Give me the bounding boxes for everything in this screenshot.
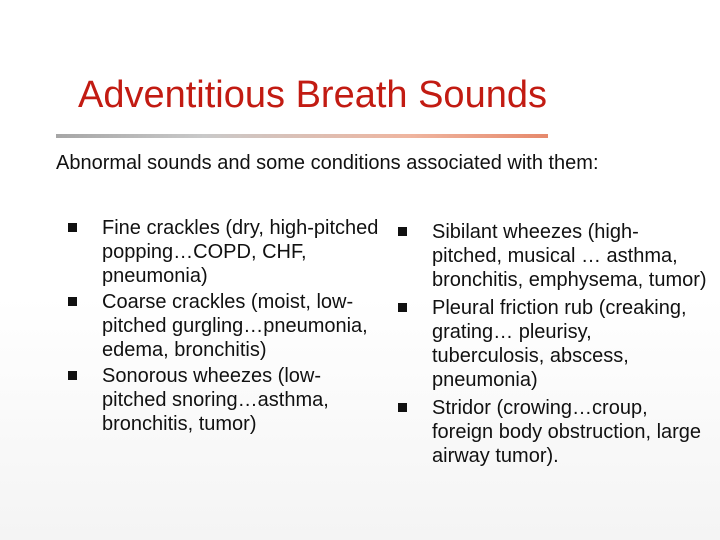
list-item-text: Fine crackles (dry, high-pitched popping…COPD, CHF, pneumonia) <box>102 217 379 287</box>
list-item-text: Coarse crackles (moist, low-pitched gurgling…pneumonia, edema, bronchitis) <box>102 291 368 361</box>
list-item <box>394 220 708 292</box>
title-underline <box>56 134 548 138</box>
square-bullet-icon <box>398 227 407 236</box>
slide-title: Adventitious Breath Sounds <box>78 74 547 116</box>
square-bullet-icon <box>68 297 77 306</box>
list-item-text: Sibilant wheezes (high-pitched, musical … asthma, bronchitis, emphysema, tumor) <box>432 221 707 291</box>
square-bullet-icon <box>68 223 77 232</box>
square-bullet-icon <box>398 303 407 312</box>
list-item <box>394 396 708 468</box>
list-item <box>64 364 384 436</box>
list-item <box>64 290 384 362</box>
list-item-text: Pleural friction rub (creaking, grating… pleurisy, tuberculosis, abscess, pneumonia) <box>432 297 687 391</box>
square-bullet-icon <box>68 371 77 380</box>
right-bullet-list <box>394 220 708 472</box>
square-bullet-icon <box>398 403 407 412</box>
intro-text: Abnormal sounds and some conditions associated with them: <box>56 152 599 174</box>
list-item <box>394 296 708 392</box>
list-item-text: Stridor (crowing…croup, foreign body obstruction, large airway tumor). <box>432 397 702 467</box>
list-item-text: Sonorous wheezes (low-pitched snoring…asthma, bronchitis, tumor) <box>102 365 329 435</box>
list-item <box>64 216 384 288</box>
left-bullet-list <box>64 216 384 438</box>
